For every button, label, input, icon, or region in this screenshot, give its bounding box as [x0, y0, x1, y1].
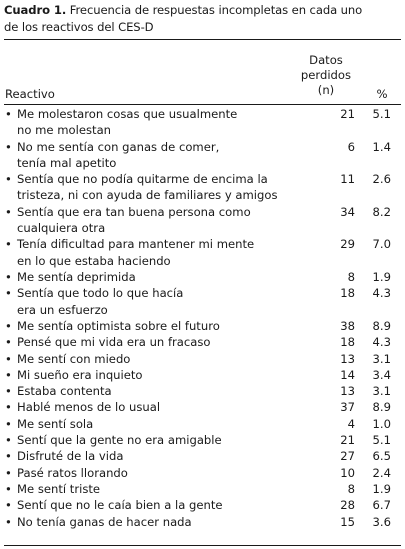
- reactivo-text: [17, 367, 287, 383]
- reactivo-line-2: cualquiera otra: [17, 221, 106, 236]
- percent-value: 8.9: [372, 318, 391, 333]
- reactivo-line-1: Pasé ratos llorando: [17, 465, 128, 480]
- percent-value: 3.1: [372, 384, 391, 399]
- reactivo-text: [17, 497, 287, 513]
- datos-perdidos-n: 38: [340, 318, 355, 333]
- reactivo-line-1: Me molestaron cosas que usualmente: [17, 107, 238, 121]
- reactivo-line-1: Me sentía optimista sobre el futuro: [17, 318, 220, 333]
- percent-value: 3.1: [372, 351, 391, 366]
- bullet: •: [5, 433, 12, 447]
- percent-value: 3.6: [372, 514, 391, 529]
- bullet: •: [5, 384, 12, 399]
- datos-perdidos-n: 13: [340, 384, 355, 399]
- datos-perdidos-n: 15: [340, 514, 355, 529]
- percent-value: 2.4: [372, 465, 391, 480]
- percent-value: 1.9: [372, 270, 391, 284]
- header-datos-line-3: (n): [317, 83, 335, 97]
- reactivo-text: [17, 383, 287, 399]
- reactivo-text: [17, 318, 287, 334]
- header-datos-line-2: perdidos: [300, 68, 352, 82]
- reactivo-text: [17, 514, 287, 530]
- bullet: •: [5, 286, 12, 301]
- reactivo-line-1: No me sentía con ganas de comer,: [17, 139, 220, 154]
- datos-perdidos-n: 18: [340, 335, 355, 350]
- header-datos-line-1: Datos: [309, 53, 343, 67]
- reactivo-text: [17, 399, 287, 415]
- header-datos-perdidos: [296, 53, 356, 98]
- percent-value: 6.7: [372, 498, 391, 513]
- percent-value: 4.3: [372, 335, 391, 350]
- bullet: •: [5, 172, 12, 187]
- reactivo-text: [17, 236, 287, 269]
- bullet: •: [5, 465, 12, 480]
- datos-perdidos-n: 37: [340, 400, 355, 415]
- bullet: •: [5, 367, 12, 382]
- reactivo-line-2: tristeza, ni con ayuda de familiares y amigos: [17, 188, 278, 203]
- reactivo-line-2: en lo que estaba haciendo: [17, 253, 171, 268]
- percent-value: 8.9: [372, 400, 391, 415]
- datos-perdidos-n: 8: [347, 270, 355, 284]
- datos-perdidos-n: 27: [340, 449, 355, 464]
- reactivo-line-1: Me sentía deprimida: [17, 270, 136, 284]
- reactivo-text: [17, 465, 287, 481]
- datos-perdidos-n: 14: [340, 367, 355, 382]
- reactivo-line-1: Pensé que mi vida era un fracaso: [17, 335, 211, 350]
- reactivo-line-1: Sentí que no le caía bien a la gente: [17, 498, 223, 513]
- percent-value: 5.1: [372, 433, 391, 447]
- bullet: •: [5, 481, 12, 496]
- reactivo-line-1: Me sentí triste: [17, 481, 101, 496]
- reactivo-line-2: era un esfuerzo: [17, 302, 108, 317]
- reactivo-line-1: Disfruté de la vida: [17, 449, 124, 464]
- bullet: •: [5, 351, 12, 366]
- bullet: •: [5, 498, 12, 513]
- reactivo-line-1: Estaba contenta: [17, 384, 112, 399]
- reactivo-line-2: tenía mal apetito: [17, 155, 117, 170]
- datos-perdidos-n: 21: [340, 433, 355, 447]
- header-rule: [4, 104, 401, 105]
- reactivo-line-1: Sentía que todo lo que hacía: [17, 286, 184, 301]
- bullet: •: [5, 139, 12, 154]
- bottom-rule: [4, 545, 401, 546]
- percent-value: 7.0: [372, 237, 391, 252]
- datos-perdidos-n: 28: [340, 498, 355, 513]
- reactivo-text: [17, 171, 287, 204]
- bullet: •: [5, 514, 12, 529]
- reactivo-text: [17, 351, 287, 367]
- bullet: •: [5, 107, 12, 121]
- reactivo-line-1: Hablé menos de lo usual: [17, 400, 161, 415]
- reactivo-text: [17, 204, 287, 237]
- reactivo-text: [17, 334, 287, 350]
- bullet: •: [5, 449, 12, 464]
- header-percent: %: [376, 87, 388, 101]
- bullet: •: [5, 335, 12, 350]
- reactivo-line-1: Sentía que era tan buena persona como: [17, 204, 251, 219]
- reactivo-line-1: No tenía ganas de hacer nada: [17, 514, 192, 529]
- reactivo-line-2: no me molestan: [17, 123, 112, 138]
- caption-text: Frecuencia de respuestas incompletas en cada uno: [69, 3, 363, 17]
- datos-perdidos-n: 6: [347, 139, 355, 154]
- bullet: •: [5, 237, 12, 252]
- bullet: •: [5, 400, 12, 415]
- datos-perdidos-n: 34: [340, 204, 355, 219]
- reactivo-line-1: Sentía que no podía quitarme de encima la: [17, 172, 268, 187]
- datos-perdidos-n: 18: [340, 286, 355, 301]
- percent-value: 6.5: [372, 449, 391, 464]
- datos-perdidos-n: 29: [340, 237, 355, 252]
- percent-value: 5.1: [372, 107, 391, 121]
- percent-value: 1.0: [372, 416, 391, 431]
- percent-value: 1.4: [372, 139, 391, 154]
- reactivo-line-1: Me sentí sola: [17, 416, 94, 431]
- caption-line-1: [4, 2, 402, 19]
- bullet: •: [5, 270, 12, 284]
- reactivo-text: [17, 106, 287, 139]
- bullet: •: [5, 204, 12, 219]
- reactivo-text: [17, 285, 287, 318]
- bullet: •: [5, 318, 12, 333]
- reactivo-line-1: Mi sueño era inquieto: [17, 367, 143, 382]
- percent-value: 8.2: [372, 204, 391, 219]
- reactivo-text: [17, 269, 287, 285]
- top-rule: [4, 39, 401, 40]
- datos-perdidos-n: 13: [340, 351, 355, 366]
- percent-value: 4.3: [372, 286, 391, 301]
- percent-value: 3.4: [372, 367, 391, 382]
- datos-perdidos-n: 4: [347, 416, 355, 431]
- reactivo-text: [17, 139, 287, 172]
- bullet: •: [5, 416, 12, 431]
- reactivo-text: [17, 416, 287, 432]
- datos-perdidos-n: 10: [340, 465, 355, 480]
- datos-perdidos-n: 21: [340, 107, 355, 121]
- reactivo-text: [17, 448, 287, 464]
- reactivo-text: [17, 481, 287, 497]
- reactivo-line-1: Tenía dificultad para mantener mi mente: [17, 237, 255, 252]
- datos-perdidos-n: 8: [347, 481, 355, 496]
- table-caption: [4, 2, 402, 36]
- header-reactivo: Reactivo: [5, 87, 55, 101]
- percent-value: 1.9: [372, 481, 391, 496]
- datos-perdidos-n: 11: [340, 172, 355, 187]
- reactivo-line-1: Me sentí con miedo: [17, 351, 131, 366]
- caption-line-2: de los reactivos del CES-D: [4, 20, 154, 34]
- reactivo-text: [17, 432, 287, 448]
- reactivo-line-1: Sentí que la gente no era amigable: [17, 433, 222, 447]
- percent-value: 2.6: [372, 172, 391, 187]
- caption-label: Cuadro 1.: [4, 3, 67, 17]
